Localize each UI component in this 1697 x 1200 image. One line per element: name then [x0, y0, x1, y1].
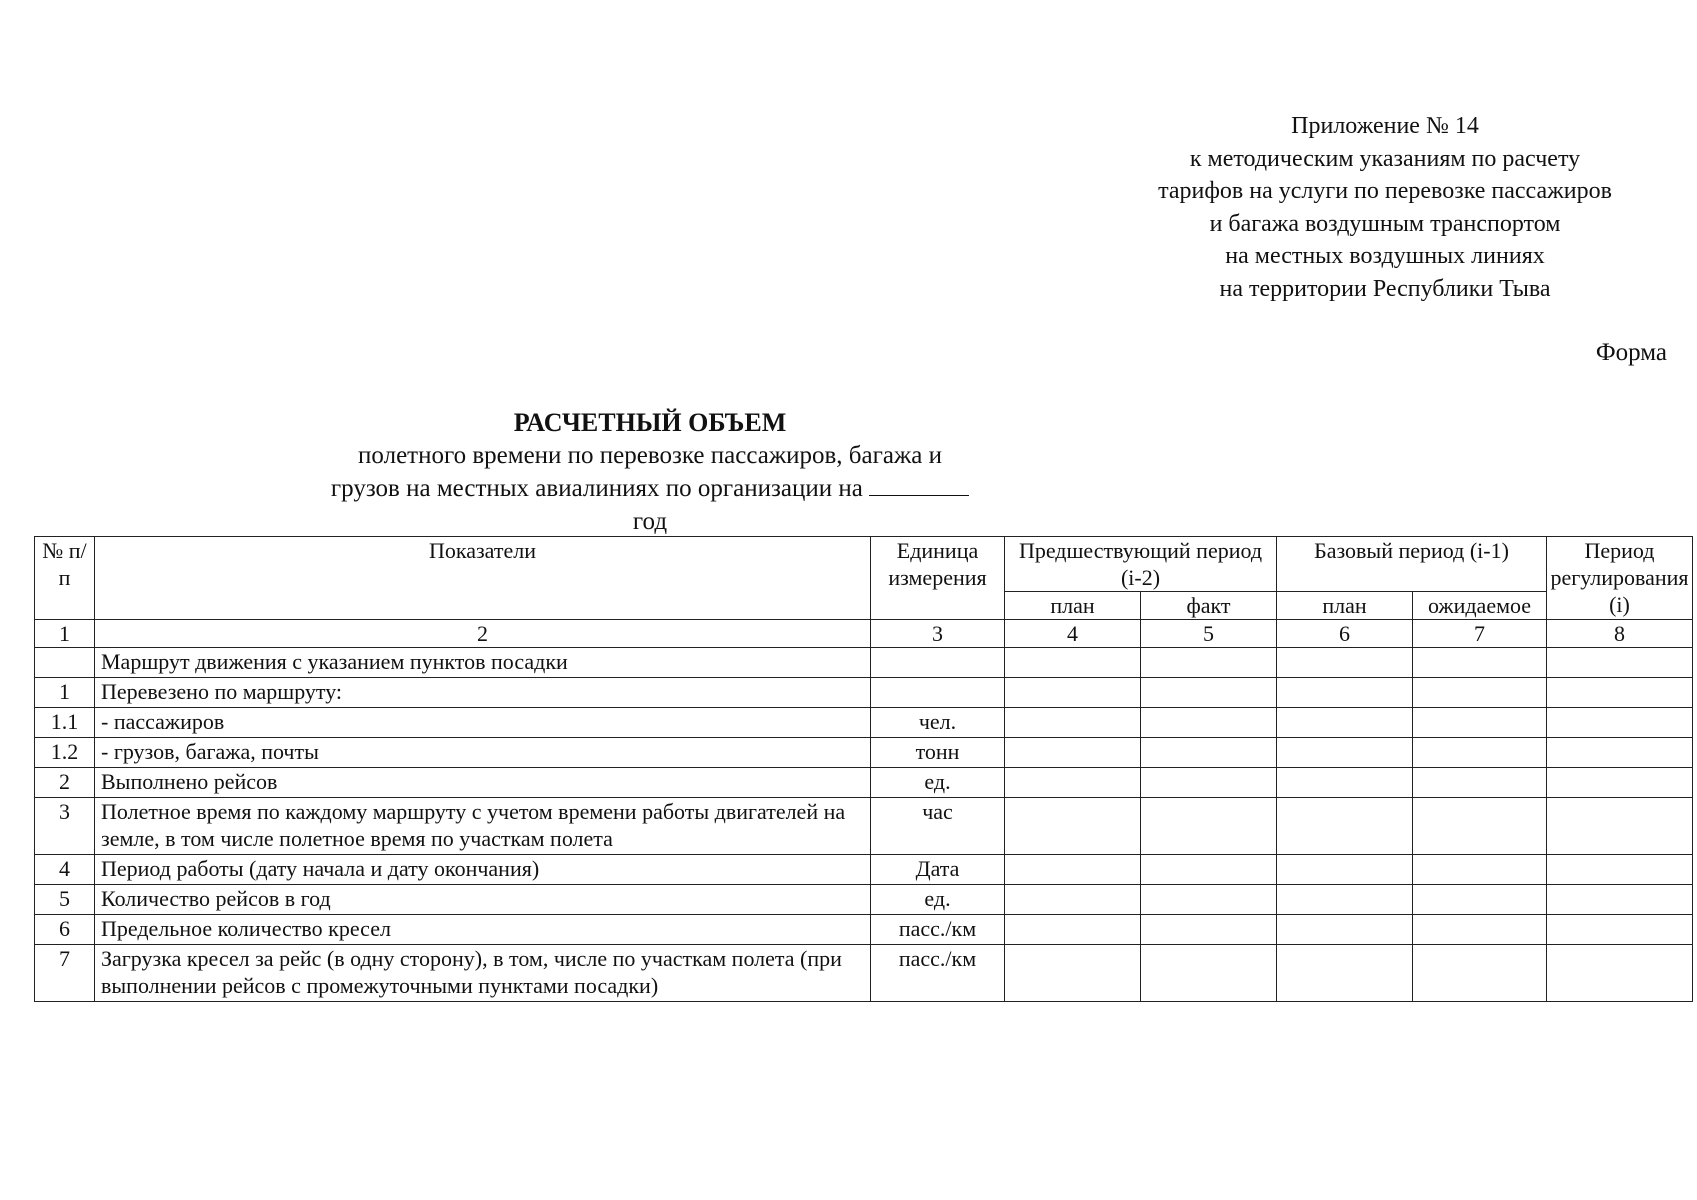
row-unit: пасс./км	[871, 915, 1005, 945]
value-cell[interactable]	[1141, 945, 1277, 1002]
header-previous-period: Предшествующий период (i-2)	[1005, 537, 1277, 592]
title-line-1: полетного времени по перевозке пассажиров, багажа и	[358, 442, 942, 469]
column-number: 2	[95, 620, 871, 648]
header-plan: план	[1005, 592, 1141, 620]
value-cell[interactable]	[1547, 798, 1693, 855]
row-num: 7	[35, 945, 95, 1002]
value-cell[interactable]	[1005, 768, 1141, 798]
value-cell[interactable]	[1413, 885, 1547, 915]
header-base-period: Базовый период (i-1)	[1277, 537, 1547, 592]
value-cell[interactable]	[1413, 798, 1547, 855]
value-cell[interactable]	[1277, 738, 1413, 768]
table-row	[35, 855, 1693, 885]
row-indicator: Предельное количество кресел	[95, 915, 871, 945]
column-number: 8	[1547, 620, 1693, 648]
value-cell[interactable]	[1141, 648, 1277, 678]
value-cell[interactable]	[1005, 915, 1141, 945]
table-row	[35, 648, 1693, 678]
title-block	[320, 406, 980, 538]
year-blank-field[interactable]	[869, 475, 969, 496]
value-cell[interactable]	[1413, 768, 1547, 798]
column-number: 4	[1005, 620, 1141, 648]
row-unit: ед.	[871, 885, 1005, 915]
row-unit	[871, 678, 1005, 708]
title-line-2	[320, 472, 980, 538]
row-indicator: Полетное время по каждому маршруту с учетом времени работы двигателей на земле, в том числе полетное время по участкам полета	[95, 798, 871, 855]
value-cell[interactable]	[1277, 915, 1413, 945]
value-cell[interactable]	[1547, 855, 1693, 885]
value-cell[interactable]	[1277, 648, 1413, 678]
row-indicator: - грузов, багажа, почты	[95, 738, 871, 768]
header-fact: факт	[1141, 592, 1277, 620]
value-cell[interactable]	[1413, 678, 1547, 708]
column-number: 5	[1141, 620, 1277, 648]
value-cell[interactable]	[1005, 945, 1141, 1002]
document-title: РАСЧЕТНЫЙ ОБЪЕМ	[513, 408, 787, 437]
row-indicator: Маршрут движения с указанием пунктов посадки	[95, 648, 871, 678]
header-num: № п/п	[35, 537, 95, 620]
row-num: 1	[35, 678, 95, 708]
row-num: 6	[35, 915, 95, 945]
value-cell[interactable]	[1141, 708, 1277, 738]
table-row	[35, 885, 1693, 915]
value-cell[interactable]	[1277, 678, 1413, 708]
row-num: 2	[35, 768, 95, 798]
row-unit: пасс./км	[871, 945, 1005, 1002]
row-num	[35, 648, 95, 678]
value-cell[interactable]	[1141, 915, 1277, 945]
value-cell[interactable]	[1277, 708, 1413, 738]
column-number: 3	[871, 620, 1005, 648]
value-cell[interactable]	[1277, 855, 1413, 885]
value-cell[interactable]	[1413, 648, 1547, 678]
table-row	[35, 915, 1693, 945]
table-row	[35, 708, 1693, 738]
table-row	[35, 738, 1693, 768]
row-num: 1.2	[35, 738, 95, 768]
value-cell[interactable]	[1277, 798, 1413, 855]
value-cell[interactable]	[1005, 738, 1141, 768]
value-cell[interactable]	[1547, 945, 1693, 1002]
row-unit: чел.	[871, 708, 1005, 738]
row-indicator: Перевезено по маршруту:	[95, 678, 871, 708]
row-num: 1.1	[35, 708, 95, 738]
row-num: 5	[35, 885, 95, 915]
row-indicator: Загрузка кресел за рейс (в одну сторону), в том, числе по участкам полета (при выполнении рейсов с промежуточными пунктами посадки)	[95, 945, 871, 1002]
value-cell[interactable]	[1547, 738, 1693, 768]
value-cell[interactable]	[1547, 768, 1693, 798]
column-number: 6	[1277, 620, 1413, 648]
value-cell[interactable]	[1141, 798, 1277, 855]
value-cell[interactable]	[1547, 885, 1693, 915]
form-label: Форма	[1595, 339, 1667, 366]
header-plan-base: план	[1277, 592, 1413, 620]
value-cell[interactable]	[1277, 885, 1413, 915]
table-row	[35, 768, 1693, 798]
appendix-line: на местных воздушных линиях	[1225, 243, 1545, 269]
table-header-row	[35, 537, 1693, 592]
appendix-header	[1085, 110, 1685, 305]
row-num: 4	[35, 855, 95, 885]
value-cell[interactable]	[1141, 678, 1277, 708]
title-line-2-before: грузов на местных авиалиниях по организации на	[330, 475, 863, 502]
row-indicator: Количество рейсов в год	[95, 885, 871, 915]
column-number: 7	[1413, 620, 1547, 648]
value-cell[interactable]	[1547, 648, 1693, 678]
appendix-line: Приложение № 14	[1291, 113, 1479, 139]
row-unit: час	[871, 798, 1005, 855]
row-num: 3	[35, 798, 95, 855]
value-cell[interactable]	[1413, 945, 1547, 1002]
header-expected: ожидаемое	[1413, 592, 1547, 620]
row-indicator: Период работы (дату начала и дату окончания)	[95, 855, 871, 885]
table-row	[35, 678, 1693, 708]
row-unit	[871, 648, 1005, 678]
row-unit: тонн	[871, 738, 1005, 768]
value-cell[interactable]	[1277, 768, 1413, 798]
appendix-line: и багажа воздушным транспортом	[1209, 210, 1561, 237]
value-cell[interactable]	[1413, 855, 1547, 885]
value-cell[interactable]	[1413, 738, 1547, 768]
header-unit: Единица измерения	[871, 537, 1005, 620]
table-row	[35, 798, 1693, 855]
value-cell[interactable]	[1141, 855, 1277, 885]
column-number: 1	[35, 620, 95, 648]
value-cell[interactable]	[1005, 708, 1141, 738]
value-cell[interactable]	[1547, 708, 1693, 738]
row-indicator: - пассажиров	[95, 708, 871, 738]
title-line-2-after: год	[632, 508, 668, 535]
value-cell[interactable]	[1277, 945, 1413, 1002]
column-number-row	[35, 620, 1693, 648]
value-cell[interactable]	[1413, 708, 1547, 738]
value-cell[interactable]	[1141, 885, 1277, 915]
header-regulation-period: Период регулирования (i)	[1547, 537, 1693, 620]
value-cell[interactable]	[1005, 648, 1141, 678]
value-cell[interactable]	[1547, 915, 1693, 945]
value-cell[interactable]	[1141, 738, 1277, 768]
row-unit: ед.	[871, 768, 1005, 798]
value-cell[interactable]	[1413, 915, 1547, 945]
value-cell[interactable]	[1141, 768, 1277, 798]
value-cell[interactable]	[1547, 678, 1693, 708]
table-row	[35, 945, 1693, 1002]
appendix-line: на территории Республики Тыва	[1219, 275, 1551, 302]
value-cell[interactable]	[1005, 798, 1141, 855]
value-cell[interactable]	[1005, 678, 1141, 708]
value-cell[interactable]	[1005, 885, 1141, 915]
row-indicator: Выполнено рейсов	[95, 768, 871, 798]
data-table	[34, 536, 1693, 1002]
appendix-line: к методическим указаниям по расчету	[1189, 145, 1581, 172]
header-indicators: Показатели	[95, 537, 871, 620]
row-unit: Дата	[871, 855, 1005, 885]
appendix-line: тарифов на услуги по перевозке пассажиров	[1158, 178, 1612, 204]
value-cell[interactable]	[1005, 855, 1141, 885]
